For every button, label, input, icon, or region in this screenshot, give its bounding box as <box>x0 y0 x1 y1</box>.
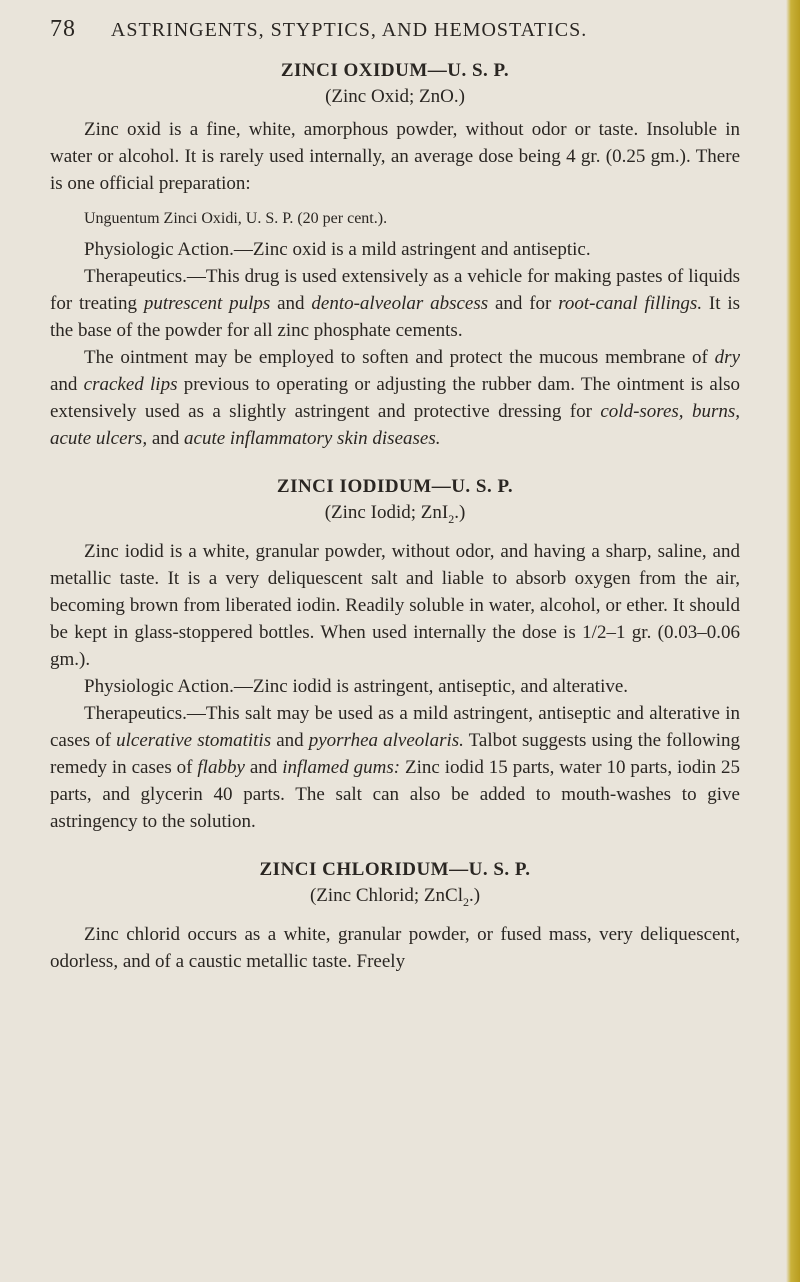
section-subheading-zinc-oxid: (Zinc Oxid; ZnO.) <box>325 86 465 107</box>
paragraph: Physiologic Action.—Zinc iodid is astringent, antiseptic, and alterative. <box>84 675 629 697</box>
paragraph: Therapeutics.—This salt may be used as a mild astringent, antiseptic and alterative in cases of ulcerative stomatitis and pyorrhea alveolaris. Talbot suggests using the following remedy in cases of flabby and inflamed gums: Zinc iodid 15 parts, water 10 parts, iodin 25 parts, and glycerin 40 parts. The salt can also be added to mouth-washes to give astringency to the solution. <box>50 702 740 832</box>
page-content <box>50 58 740 975</box>
section-heading-zinc-chlorid: ZINCI CHLORIDUM—U. S. P. <box>259 858 531 880</box>
preparation-line: Unguentum Zinci Oxidi, U. S. P. (20 per cent.). <box>84 210 388 227</box>
section-subheading-zinc-iodid: (Zinc Iodid; ZnI$_2$.) <box>324 502 466 526</box>
paragraph: Physiologic Action.—Zinc oxid is a mild astringent and antiseptic. <box>84 239 591 260</box>
section-heading-zinc-iodid: ZINCI IODIDUM—U. S. P. <box>276 476 514 497</box>
running-title: ASTRINGENTS, STYPTICS, AND HEMOSTATICS. <box>110 19 588 41</box>
section-heading-zinc-oxid: ZINCI OXIDUM—U. S. P. <box>280 60 510 81</box>
paragraph: Zinc oxid is a fine, white, amorphous powder, without odor or taste. Insoluble in water or alcohol. It is rarely used internally, an average dose being 4 gr. (0.25 gm.). There is one official preparation: <box>50 119 740 194</box>
page-number: 78 <box>50 16 76 42</box>
paragraph: Zinc iodid is a white, granular powder, without odor, and having a sharp, saline, and metallic taste. It is a very deliquescent salt and liable to absorb oxygen from the air, becoming brown from liberated iodin. Readily soluble in water, alcohol, or ether. It should be kept in glass-stoppered bottles. When used internally the dose is 1/2–1 gr. (0.03–0.06 gm.). <box>50 540 740 670</box>
running-head <box>50 16 750 43</box>
paragraph: The ointment may be employed to soften and protect the mucous membrane of dry and cracked lips previous to operating or adjusting the rubber dam. The ointment is also extensively used as a slightly astringent and protective dressing for cold-sores, burns, acute ulcers, and acute inflammatory skin diseases. <box>50 347 740 449</box>
paragraph: Therapeutics.—This drug is used extensively as a vehicle for making pastes of liquids for treating putrescent pulps and dento-alveolar abscess and for root-canal fillings. It is the base of the powder for all zinc phosphate cements. <box>50 266 741 341</box>
page-edge <box>786 0 800 1282</box>
paragraph: Zinc chlorid occurs as a white, granular powder, or fused mass, very deliquescent, odorless, and of a caustic metallic taste. Freely <box>50 923 740 972</box>
section-subheading-zinc-chlorid: (Zinc Chlorid; ZnCl$_2$.) <box>309 884 481 909</box>
